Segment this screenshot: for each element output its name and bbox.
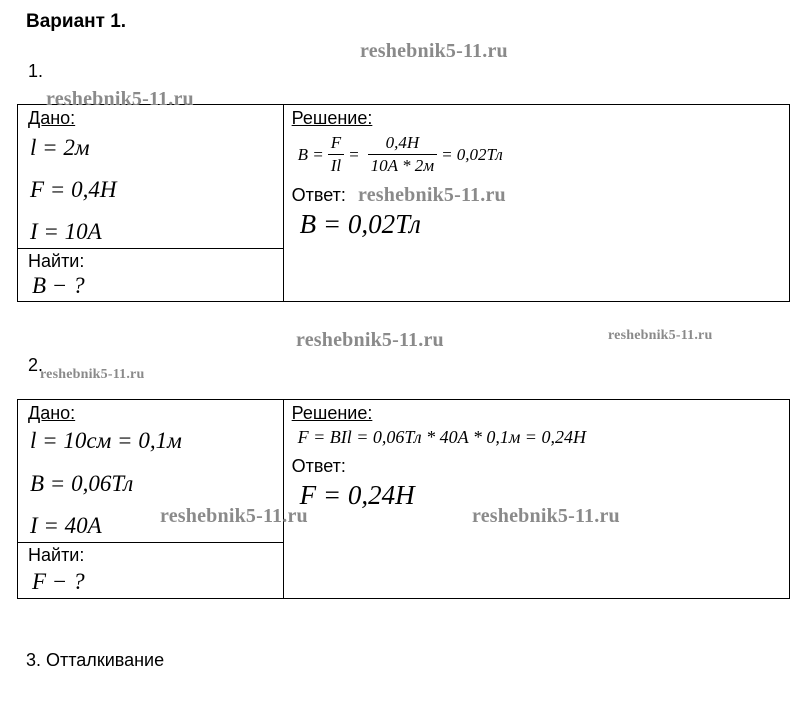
task2-find-cell xyxy=(18,543,284,599)
watermark: reshebnik5-11.ru xyxy=(358,184,506,206)
task1-given-2: F = 0,4H xyxy=(30,177,117,202)
task1-formula xyxy=(298,133,503,176)
task2-given-1: l = 10см = 0,1м xyxy=(30,428,182,453)
task1-given-cell xyxy=(18,105,284,249)
task2-formula: F = BIl = 0,06Тл * 40A * 0,1м = 0,24Н xyxy=(297,427,586,447)
task1-answer-label: Ответ: xyxy=(291,185,346,205)
task2-number: 2. xyxy=(28,355,44,375)
watermark: reshebnik5-11.ru xyxy=(160,505,308,527)
task2-given-2: B = 0,06Тл xyxy=(30,471,134,496)
task1-given-3: I = 10A xyxy=(30,219,102,244)
watermark: reshebnik5-11.ru xyxy=(472,505,620,527)
task1-frac1-num: F xyxy=(328,133,344,155)
task2-given-label: Дано: xyxy=(28,403,76,423)
task2-table xyxy=(17,399,790,599)
task1-formula-result: = 0,02Тл xyxy=(441,144,503,164)
task2-answer: F = 0,24Н xyxy=(299,480,415,510)
task1-given-1: l = 2м xyxy=(30,135,90,160)
watermark: reshebnik5-11.ru xyxy=(40,367,145,382)
task1-eq1: = xyxy=(348,144,360,164)
task1-number: 1. xyxy=(28,61,44,81)
task1-fraction-2 xyxy=(368,133,437,176)
task1-frac2-den: 10A * 2м xyxy=(370,156,435,175)
task1-given-label: Дано: xyxy=(28,108,76,128)
watermark: reshebnik5-11.ru xyxy=(296,329,444,351)
task1-find-label: Найти: xyxy=(28,251,85,271)
watermark: reshebnik5-11.ru xyxy=(360,40,508,62)
task1-answer: B = 0,02Тл xyxy=(299,209,421,239)
task1-formula-left: B = xyxy=(297,144,324,164)
task2-find: F − ? xyxy=(32,569,85,594)
page-title: Вариант 1. xyxy=(26,11,127,32)
task1-solution-label: Решение: xyxy=(291,108,373,128)
task3-text: 3. Отталкивание xyxy=(26,650,165,670)
task2-given-3: I = 40A xyxy=(30,513,102,538)
watermark: reshebnik5-11.ru xyxy=(46,88,194,110)
task1-find: B − ? xyxy=(32,273,85,298)
task2-answer-label: Ответ: xyxy=(291,456,346,476)
task1-find-cell xyxy=(18,249,284,302)
task1-frac2-num: 0,4H xyxy=(368,133,437,155)
task2-find-label: Найти: xyxy=(28,545,85,565)
task2-solution-label: Решение: xyxy=(291,403,373,423)
task1-frac1-den: Il xyxy=(330,156,342,175)
task1-fraction-1 xyxy=(328,133,344,176)
task2-solution-cell xyxy=(283,400,789,599)
watermark: reshebnik5-11.ru xyxy=(608,328,713,343)
